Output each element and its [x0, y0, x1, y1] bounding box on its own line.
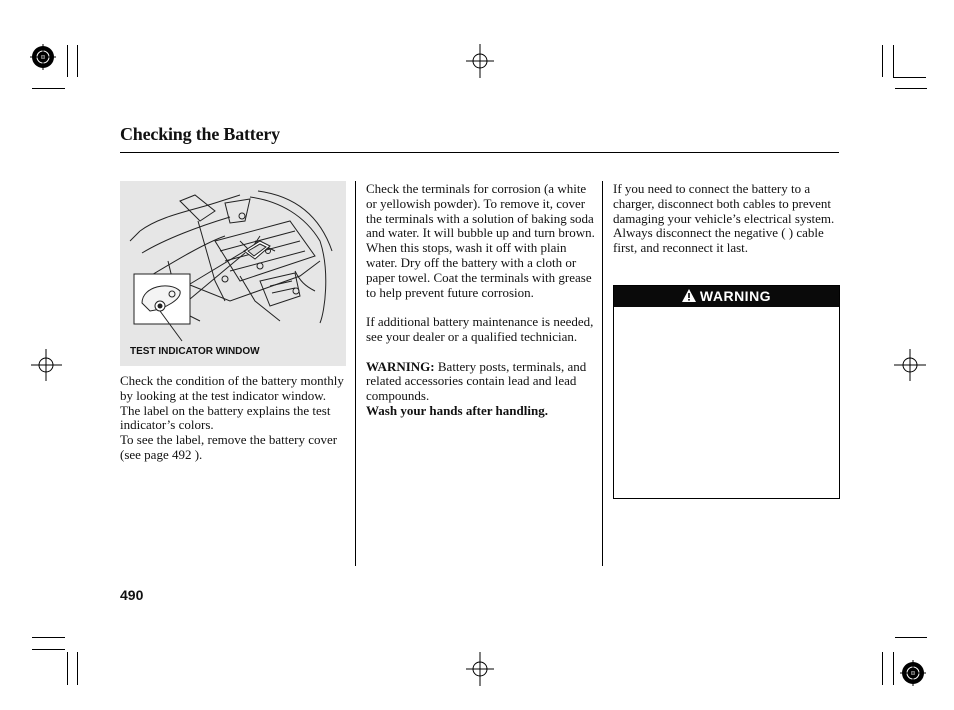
warning-title: WARNING: [699, 288, 772, 304]
title-rule: [120, 152, 839, 153]
warning-box: [613, 285, 840, 499]
battery-illustration: [120, 181, 346, 366]
label-paragraph: To see the label, remove the battery cover (see page 492 ).: [120, 432, 338, 462]
battery-check-paragraph: Check the condition of the battery monthly by looking at the test indicator window. The label on the battery explains the test indicator’s colors.: [120, 373, 344, 433]
warning-triangle-icon: [682, 287, 696, 308]
lead-warning-label: WARNING:: [366, 358, 435, 374]
battery-drawing: [120, 181, 346, 366]
wash-hands-text: Wash your hands after handling.: [366, 402, 548, 418]
figure-caption: TEST INDICATOR WINDOW: [130, 346, 260, 357]
lead-warning-text: Battery posts, terminals, and related accessories contain lead and lead compounds.: [366, 358, 587, 404]
page-title: Checking the Battery: [120, 124, 280, 144]
column-1-text: [120, 374, 345, 463]
column-divider-2: [602, 181, 603, 566]
page-number: 490: [120, 587, 144, 603]
maintenance-paragraph: If additional battery maintenance is needed, see your dealer or a qualified technician.: [366, 314, 594, 344]
column-2-text: [366, 182, 596, 419]
column-divider-1: [355, 181, 356, 566]
sunburst-mark-top-left: [30, 44, 56, 70]
lead-warning-paragraph: [366, 360, 596, 404]
corrosion-paragraph: Check the terminals for corrosion (a white or yellowish powder). To remove it, cover the terminals with a solution of baking soda and water. It will bubble up and turn brown. When this stops, wash it off with plain water. Dry off the battery with a cloth or paper towel. Coat the terminals with grease to help prevent future corrosion.: [366, 181, 595, 300]
warning-header: [614, 286, 839, 307]
charger-paragraph: If you need to connect the battery to a charger, disconnect both cables to prevent damaging your vehicle’s electrical system. Always disconnect the negative ( ) cable first, and reconnect it last.: [613, 181, 835, 256]
column-3-text: [613, 182, 839, 256]
sunburst-mark-bottom-right: [900, 660, 926, 686]
